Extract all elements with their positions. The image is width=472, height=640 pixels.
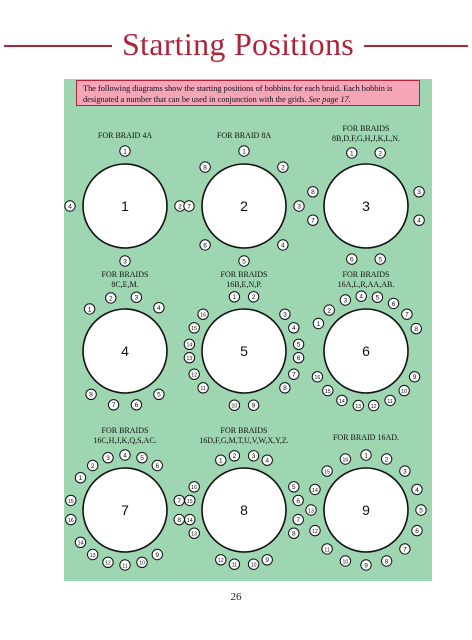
braid-diagram [184,146,304,266]
bobbin-number: 1 [364,452,368,460]
bobbin-number: 10 [342,559,349,566]
bobbin-number: 6 [155,462,160,470]
bobbin-number: 3 [251,453,256,461]
braid-diagram [308,148,425,265]
bobbin-number: 5 [157,391,161,399]
bobbin-number: 3 [123,258,127,266]
bobbin-number: 11 [231,562,238,569]
diagram-label-line2: 8B,D,F,G,H,J,K,L,N. [331,134,401,143]
bobbin-number: 4 [157,305,161,313]
diagram-label-line2: 8C,E,M. [111,280,139,289]
bobbin-number: 2 [90,462,95,470]
diagram-label-line1: FOR BRAIDS [220,426,268,435]
diagram-number: 6 [362,343,370,359]
bobbin-number: 4 [123,452,127,460]
bobbin-number: 2 [384,456,389,464]
braid-diagram [83,292,167,410]
bobbin-number: 12 [217,558,224,565]
bobbin-number: 8 [414,326,419,333]
bobbin-number: 8 [283,385,287,393]
bobbin-number: 7 [187,203,191,211]
diagram-label-line2: 16D,F,G,M,T,U,V,W,X,Y,Z. [199,436,289,445]
bobbin-number: 7 [291,371,296,379]
bobbin-number: 12 [312,529,318,535]
bobbin-number: 1 [218,457,223,465]
bobbin-number: 6 [203,242,207,250]
bobbin-number: 16 [67,518,74,524]
bobbin-number: 3 [343,297,348,305]
bobbin-number: 2 [108,295,113,303]
bobbin-number: 2 [232,453,237,461]
diagram-number: 5 [240,343,248,359]
diagram-label-line1: FOR BRAIDS [342,270,390,279]
diagram-number: 4 [121,343,129,359]
bobbin-number: 8 [291,530,296,538]
bobbin-number: 6 [134,402,139,410]
bobbin-number: 8 [203,164,207,172]
diagram-number: 7 [121,502,129,518]
diagram-number: 9 [362,502,370,518]
braid-diagram [306,450,426,570]
diagram-number: 1 [121,198,129,214]
bobbin-number: 2 [251,294,256,302]
bobbin-number: 15 [186,498,193,505]
bobbin-number: 9 [364,562,368,570]
braid-diagram [66,450,185,570]
diagram-label-line2: 16B,E,N,P. [226,280,262,289]
bobbin-number: 3 [417,189,421,197]
bobbin-number: 4 [68,203,72,211]
bobbin-number: 4 [265,457,270,465]
bobbin-number: 1 [232,294,237,302]
bobbin-number: 15 [324,469,330,476]
bobbin-number: 7 [311,217,315,225]
bobbin-number: 7 [296,517,301,524]
bobbin-number: 14 [339,398,345,405]
bobbin-number: 7 [177,497,182,505]
bobbin-number: 1 [349,150,354,158]
bobbin-number: 10 [139,560,145,567]
bobbin-number: 2 [378,150,383,158]
bobbin-number: 15 [324,389,331,395]
bobbin-number: 15 [67,498,74,505]
bobbin-number: 13 [355,403,362,410]
bobbin-number: 4 [417,217,421,225]
bobbin-number: 14 [186,518,193,524]
bobbin-number: 5 [291,484,296,492]
bobbin-number: 5 [242,258,246,266]
bobbin-number: 12 [191,372,198,379]
bobbin-number: 13 [89,552,96,559]
bobbin-number: 11 [324,547,330,554]
bobbin-number: 16 [342,457,349,464]
bobbin-number: 3 [283,311,287,319]
bobbin-number: 11 [200,386,206,393]
bobbin-number: 6 [391,300,396,308]
diagram-label-line1: FOR BRAIDS [342,124,390,133]
diagram-number: 2 [240,198,248,214]
bobbin-number: 1 [123,148,127,156]
bobbin-number: 9 [155,551,160,559]
diagram-number: 8 [240,502,248,518]
bobbin-number: 8 [89,391,93,399]
bobbin-number: 14 [77,540,84,547]
bobbin-number: 1 [242,148,246,156]
bobbin-number: 13 [186,356,193,363]
bobbin-number: 10 [231,403,238,410]
bobbin-number: 11 [387,398,393,405]
bobbin-number: 4 [415,486,419,494]
bobbin-number: 10 [401,389,408,395]
bobbin-number: 5 [296,341,301,349]
bobbin-number: 6 [296,497,301,505]
bobbin-number: 12 [370,403,377,410]
page-title: Starting Positions [121,26,355,62]
diagram-label-line1: FOR BRAIDS [101,270,149,279]
bobbin-number: 8 [384,558,389,566]
bobbin-number: 5 [375,294,380,302]
diagram-label-line1: FOR BRAIDS [101,426,149,435]
bobbin-number: 15 [191,326,198,333]
bobbin-number: 16 [191,485,198,492]
bobbin-number: 2 [178,203,182,211]
bobbin-number: 1 [87,306,92,314]
bobbin-number: 11 [122,563,128,570]
bobbin-number: 13 [308,508,314,515]
bobbin-number: 6 [349,256,354,264]
bobbin-number: 14 [312,487,318,494]
braid-diagram [65,146,185,266]
bobbin-number: 13 [191,531,198,538]
diagram-label-line1: FOR BRAID 4A [97,131,153,140]
bobbin-number: 12 [105,560,111,567]
bobbin-number: 9 [265,557,270,565]
bobbin-number: 3 [134,294,139,302]
bobbin-number: 16 [200,312,206,319]
bobbin-number: 6 [415,528,419,535]
bobbin-number: 5 [419,507,423,515]
bobbin-number: 3 [297,203,301,211]
bobbin-number: 6 [296,355,301,363]
bobbin-number: 7 [405,311,409,319]
bobbin-number: 4 [281,242,285,250]
intro-page-ref: See page 17. [308,95,351,104]
bobbin-number: 5 [140,455,144,463]
bobbin-number: 9 [412,374,417,382]
bobbin-number: 4 [291,325,296,333]
bobbin-number: 2 [281,164,285,172]
bobbin-number: 3 [403,468,407,476]
diagram-label-line1: FOR BRAIDS [220,270,268,279]
bobbin-number: 8 [311,189,315,197]
bobbin-number: 14 [186,342,193,349]
diagram-label-line1: FOR BRAID 8A [216,131,272,140]
braid-diagram [184,292,304,411]
diagram-number: 3 [362,198,370,214]
braid-diagram [312,291,421,411]
bobbin-number: 1 [316,320,321,328]
bobbin-number: 3 [106,455,110,463]
bobbin-number: 2 [327,307,332,315]
page-number: 26 [230,591,242,603]
braid-diagram [185,451,304,570]
intro-text: The following diagrams show the starting positions of bobbins for each braid. Each bobbin is designated a number that can be used in conjunction with the grids. [83,84,393,104]
bobbin-number: 16 [314,375,321,382]
diagram-label-line2: 16A,L,R,AA,AB. [337,280,395,289]
bobbin-number: 4 [359,293,364,301]
bobbin-number: 8 [177,517,182,524]
diagram-label-line2: 16C,H,J,K,Q,S,AC. [93,436,157,445]
bobbin-number: 7 [403,546,407,554]
bobbin-number: 5 [378,256,383,264]
bobbin-number: 1 [78,475,83,483]
bobbin-number: 7 [111,402,116,410]
bobbin-number: 9 [251,402,256,410]
diagram-label-line1: FOR BRAID 16AD. [332,433,399,442]
bobbin-number: 10 [250,562,257,569]
